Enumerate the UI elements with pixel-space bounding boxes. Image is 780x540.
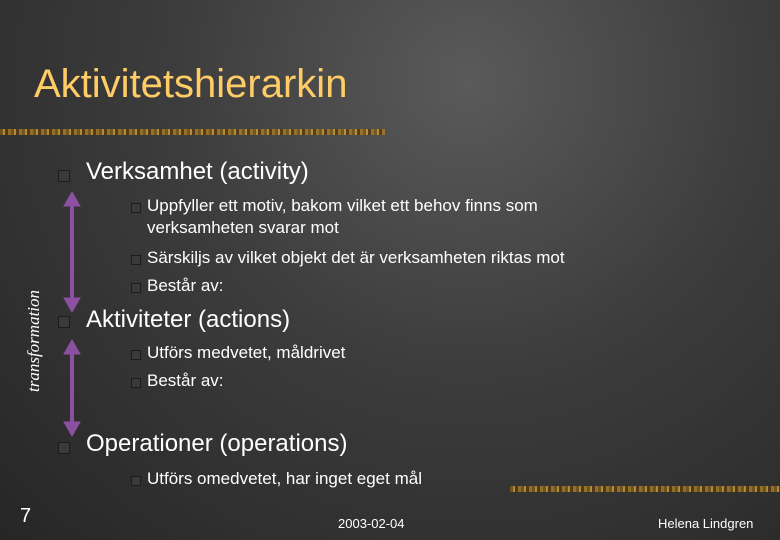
bullet-icon <box>131 203 141 213</box>
heading-activity: Verksamhet (activity) <box>86 158 309 185</box>
bullet-icon <box>58 442 70 454</box>
item-conscious: Utförs medvetet, måldrivet <box>147 343 346 362</box>
bullet-icon <box>58 170 70 182</box>
bullet-icon <box>131 350 141 360</box>
item-motive: Uppfyller ett motiv, bakom vilket ett behov finns som <box>147 196 538 215</box>
item-motive-cont: verksamheten svarar mot <box>147 218 339 237</box>
item-unconscious: Utförs omedvetet, har inget eget mål <box>147 469 422 488</box>
bullet-icon <box>131 255 141 265</box>
transformation-label: transformation <box>24 289 43 392</box>
slide-title: Aktivitetshierarkin <box>34 62 348 106</box>
arrow-actions-operations <box>64 340 80 436</box>
bullet-icon <box>131 283 141 293</box>
heading-operations: Operationer (operations) <box>86 430 348 457</box>
bullet-icon <box>131 378 141 388</box>
item-consists-of-2: Består av: <box>147 371 224 390</box>
bullet-icon <box>58 316 70 328</box>
item-consists-of: Består av: <box>147 276 224 295</box>
footer-author: Helena Lindgren <box>658 516 754 531</box>
bullet-icon <box>131 476 141 486</box>
slide-number: 7 <box>20 505 32 527</box>
heading-actions: Aktiviteter (actions) <box>86 306 291 333</box>
item-object: Särskiljs av vilket objekt det är verksamheten riktas mot <box>147 248 565 267</box>
footer-date: 2003-02-04 <box>338 516 405 531</box>
footer-divider <box>510 486 780 492</box>
arrow-activity-actions <box>64 192 80 312</box>
